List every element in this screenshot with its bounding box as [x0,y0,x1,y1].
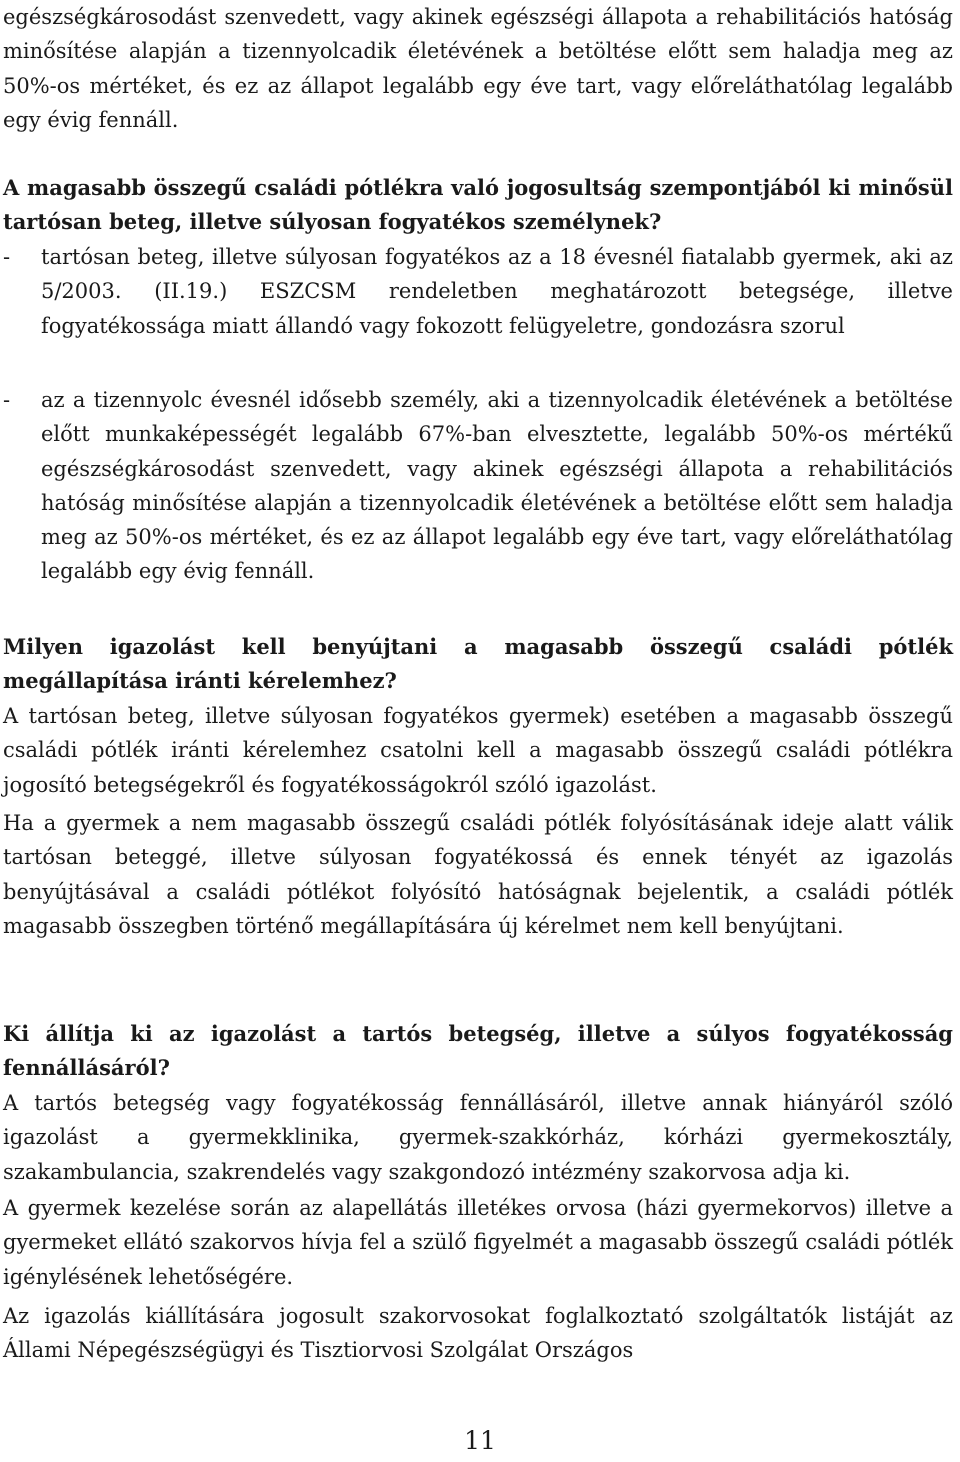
section1-item-1 [3,240,953,343]
section2-paragraph-1 [3,699,953,802]
section2-paragraph-1-text: A tartósan beteg, illetve súlyosan fogyatékos gyermek) esetében a magasabb összegű családi pótlék iránti kérelemhez csatolni kell a magasabb összegű családi pótlékra jogosító betegségekről és fogyatékosságokról szóló igazolást. [3,704,953,797]
intro-paragraph [3,0,953,137]
section1-heading-text: A magasabb összegű családi pótlékra való jogosultság szempontjából ki minősül tartósan beteg, illetve súlyosan fogyatékos személynek? [3,175,953,235]
section3-paragraph-2-text: A gyermek kezelése során az alapellátás illetékes orvosa (házi gyermekorvos) illetve a gyermeket ellátó szakorvos hívja fel a szülő figyelmét a magasabb összegű családi pótlék igénylésének lehetőségére. [3,1196,953,1289]
section2-paragraph-2-text: Ha a gyermek a nem magasabb összegű családi pótlék folyósításának ideje alatt válik tartósan beteggé, illetve súlyosan fogyatékossá és ennek tényét az igazolás benyújtásával a családi pótlékot folyósító hatóságnak bejelentik, a családi pótlék magasabb összegben történő megállapítására új kérelmet nem kell benyújtani. [3,811,953,938]
section3-heading-text: Ki állítja ki az igazolást a tartós betegség, illetve a súlyos fogyatékosság fennállásáról? [3,1021,953,1081]
section1-item-2 [3,383,953,589]
section3-paragraph-3 [3,1299,953,1368]
section3-paragraph-3-text: Az igazolás kiállítására jogosult szakorvosokat foglalkoztató szolgáltatók listáját az Állami Népegészségügyi és Tisztiorvosi Szolgálat Országos [3,1304,953,1363]
section1-item-1-text: tartósan beteg, illetve súlyosan fogyatékos az a 18 évesnél fiatalabb gyermek, aki az 5/2003. (II.19.) ESZCSM rendeletben meghatározott betegsége, illetve fogyatékossága miatt állandó vagy fokozott felügyeletre, gondozásra szorul [41,245,953,338]
list-dash: - [3,245,11,269]
page-number: 11 [464,1426,496,1455]
section3-heading [3,1017,953,1086]
section3-paragraph-2 [3,1191,953,1294]
section3-paragraph-1-text: A tartós betegség vagy fogyatékosság fennállásáról, illetve annak hiányáról szóló igazolást a gyermekklinika, gyermek-szakkórház, kórházi gyermekosztály, szakambulancia, szakrendelés vagy szakgondozó intézmény szakorvosa adja ki. [3,1091,953,1184]
list-dash: - [3,388,11,412]
section1-item-2-text: az a tizennyolc évesnél idősebb személy, aki a tizennyolcadik életévének a betöltése előtt munkaképességét legalább 67%-ban elvesztette, legalább 50%-os mértékű egészségkárosodást szenvedett, vagy akinek egészségi állapota a rehabilitációs hatóság minősítése alapján a tizennyolcadik életévének a betöltése előtt sem haladja meg az 50%-os mértéket, és ez az állapot legalább egy éve tart, vagy előreláthatólag legalább egy évig fennáll. [41,388,953,584]
section2-paragraph-2 [3,806,953,943]
section3-paragraph-1 [3,1086,953,1189]
section2-heading-text: Milyen igazolást kell benyújtani a magasabb összegű családi pótlék megállapítása iránti kérelemhez? [3,634,953,694]
section2-heading [3,630,953,699]
section1-heading [3,171,953,240]
intro-text: egészségkárosodást szenvedett, vagy akinek egészségi állapota a rehabilitációs hatóság minősítése alapján a tizennyolcadik életévének a betöltése előtt sem haladja meg az 50%-os mértéket, és ez az állapot legalább egy éve tart, vagy előreláthatólag legalább egy évig fennáll. [3,5,953,132]
